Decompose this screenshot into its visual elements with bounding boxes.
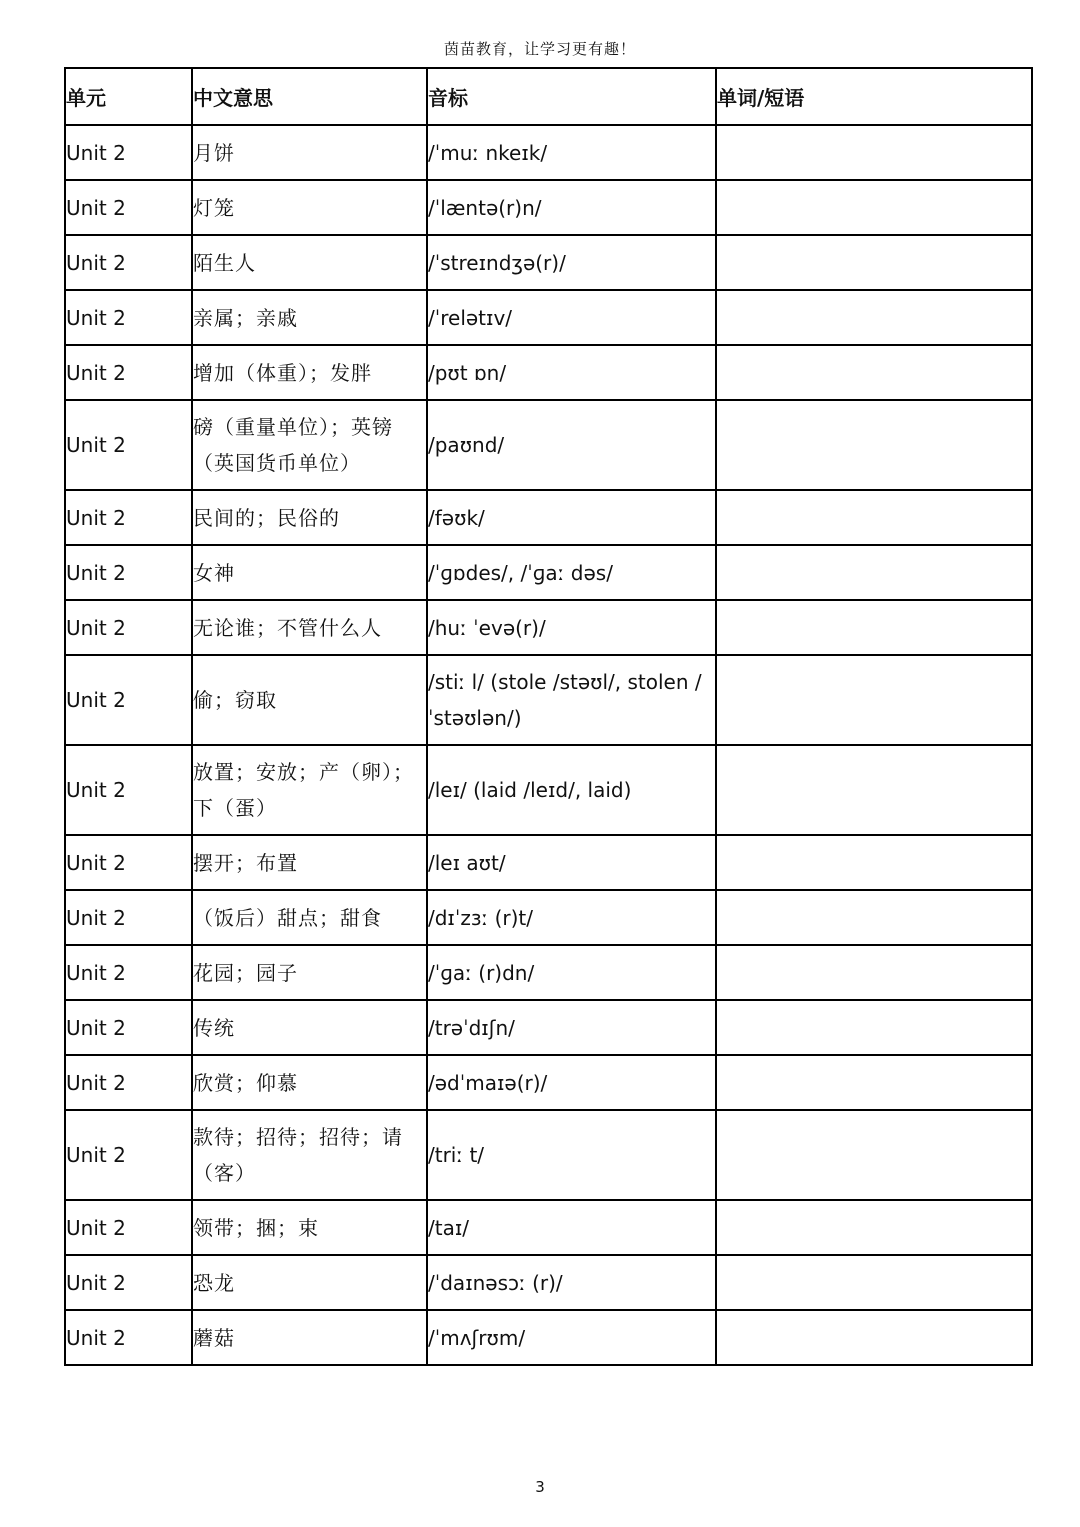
table-row (65, 600, 1032, 655)
unit-cell: Unit 2 (65, 545, 192, 600)
phonetic-cell: /paʊnd/ (427, 400, 716, 490)
table-row (65, 1055, 1032, 1110)
word-cell (716, 400, 1032, 490)
meaning-cell: 女神 (192, 545, 427, 600)
word-cell (716, 125, 1032, 180)
phonetic-cell: /ədˈmaɪə(r)/ (427, 1055, 716, 1110)
table-row (65, 890, 1032, 945)
meaning-cell: 偷；窃取 (192, 655, 427, 745)
word-cell (716, 945, 1032, 1000)
phonetic-cell: /leɪ/ (laid /leɪd/, laid) (427, 745, 716, 835)
unit-cell: Unit 2 (65, 1055, 192, 1110)
table-row (65, 235, 1032, 290)
table-row (65, 1110, 1032, 1200)
vocabulary-table (64, 67, 1033, 1366)
phonetic-cell: /ˈmʌʃrʊm/ (427, 1310, 716, 1365)
table-row (65, 745, 1032, 835)
word-cell (716, 545, 1032, 600)
unit-cell: Unit 2 (65, 745, 192, 835)
unit-cell: Unit 2 (65, 1310, 192, 1365)
phonetic-cell: /pʊt ɒn/ (427, 345, 716, 400)
phonetic-cell: /ˈmuː nkeɪk/ (427, 125, 716, 180)
table-row (65, 1000, 1032, 1055)
table-row (65, 125, 1032, 180)
phonetic-cell: /leɪ aʊt/ (427, 835, 716, 890)
table-row (65, 945, 1032, 1000)
unit-cell: Unit 2 (65, 125, 192, 180)
column-header-phonetic: 音标 (427, 68, 716, 125)
word-cell (716, 1055, 1032, 1110)
table-row (65, 655, 1032, 745)
table-row (65, 545, 1032, 600)
phonetic-cell: /taɪ/ (427, 1200, 716, 1255)
word-cell (716, 1310, 1032, 1365)
word-cell (716, 290, 1032, 345)
word-cell (716, 1200, 1032, 1255)
meaning-cell: 亲属；亲戚 (192, 290, 427, 345)
phonetic-cell: /ˈrelətɪv/ (427, 290, 716, 345)
table-row (65, 1255, 1032, 1310)
unit-cell: Unit 2 (65, 290, 192, 345)
meaning-cell: 磅（重量单位）；英镑（英国货币单位） (192, 400, 427, 490)
meaning-cell: 民间的；民俗的 (192, 490, 427, 545)
phonetic-cell: /ˈlæntə(r)n/ (427, 180, 716, 235)
unit-cell: Unit 2 (65, 600, 192, 655)
unit-cell: Unit 2 (65, 235, 192, 290)
unit-cell: Unit 2 (65, 180, 192, 235)
column-header-meaning: 中文意思 (192, 68, 427, 125)
phonetic-cell: /ˈɡɒdes/, /ˈɡaː dəs/ (427, 545, 716, 600)
table-row (65, 1200, 1032, 1255)
word-cell (716, 655, 1032, 745)
meaning-cell: 花园；园子 (192, 945, 427, 1000)
table-body (65, 125, 1032, 1365)
unit-cell: Unit 2 (65, 1200, 192, 1255)
word-cell (716, 235, 1032, 290)
unit-cell: Unit 2 (65, 945, 192, 1000)
unit-cell: Unit 2 (65, 1110, 192, 1200)
table-row (65, 345, 1032, 400)
page-number: 3 (535, 1478, 545, 1496)
meaning-cell: 陌生人 (192, 235, 427, 290)
meaning-cell: 领带；捆；束 (192, 1200, 427, 1255)
table-row (65, 1310, 1032, 1365)
table-row (65, 490, 1032, 545)
phonetic-cell: /triː t/ (427, 1110, 716, 1200)
word-cell (716, 345, 1032, 400)
meaning-cell: 蘑菇 (192, 1310, 427, 1365)
meaning-cell: 款待；招待；招待；请（客） (192, 1110, 427, 1200)
word-cell (716, 745, 1032, 835)
unit-cell: Unit 2 (65, 400, 192, 490)
unit-cell: Unit 2 (65, 835, 192, 890)
meaning-cell: 恐龙 (192, 1255, 427, 1310)
meaning-cell: 放置；安放；产（卵）；下（蛋） (192, 745, 427, 835)
table-row (65, 400, 1032, 490)
phonetic-cell: /huː ˈevə(r)/ (427, 600, 716, 655)
meaning-cell: 灯笼 (192, 180, 427, 235)
unit-cell: Unit 2 (65, 345, 192, 400)
unit-cell: Unit 2 (65, 1000, 192, 1055)
table-header-row (65, 68, 1032, 125)
phonetic-cell: /fəʊk/ (427, 490, 716, 545)
word-cell (716, 1110, 1032, 1200)
phonetic-cell: /ˈdaɪnəsɔː (r)/ (427, 1255, 716, 1310)
table-row (65, 180, 1032, 235)
meaning-cell: 增加（体重）；发胖 (192, 345, 427, 400)
column-header-word: 单词/短语 (716, 68, 1032, 125)
word-cell (716, 490, 1032, 545)
phonetic-cell: /trəˈdɪʃn/ (427, 1000, 716, 1055)
meaning-cell: 传统 (192, 1000, 427, 1055)
column-header-unit: 单元 (65, 68, 192, 125)
phonetic-cell: /dɪˈzɜː (r)t/ (427, 890, 716, 945)
meaning-cell: 月饼 (192, 125, 427, 180)
phonetic-cell: /ˈstreɪndʒə(r)/ (427, 235, 716, 290)
table-row (65, 290, 1032, 345)
unit-cell: Unit 2 (65, 1255, 192, 1310)
phonetic-cell: /ˈɡaː (r)dn/ (427, 945, 716, 1000)
word-cell (716, 180, 1032, 235)
word-cell (716, 1000, 1032, 1055)
word-cell (716, 1255, 1032, 1310)
word-cell (716, 835, 1032, 890)
word-cell (716, 600, 1032, 655)
unit-cell: Unit 2 (65, 655, 192, 745)
meaning-cell: 摆开；布置 (192, 835, 427, 890)
word-cell (716, 890, 1032, 945)
page-header-slogan: 茵苗教育，让学习更有趣！ (443, 40, 636, 58)
unit-cell: Unit 2 (65, 490, 192, 545)
phonetic-cell: /stiː l/ (stole /stəʊl/, stolen /ˈstəʊlən/) (427, 655, 716, 745)
meaning-cell: 无论谁；不管什么人 (192, 600, 427, 655)
unit-cell: Unit 2 (65, 890, 192, 945)
meaning-cell: （饭后）甜点；甜食 (192, 890, 427, 945)
meaning-cell: 欣赏；仰慕 (192, 1055, 427, 1110)
table-row (65, 835, 1032, 890)
